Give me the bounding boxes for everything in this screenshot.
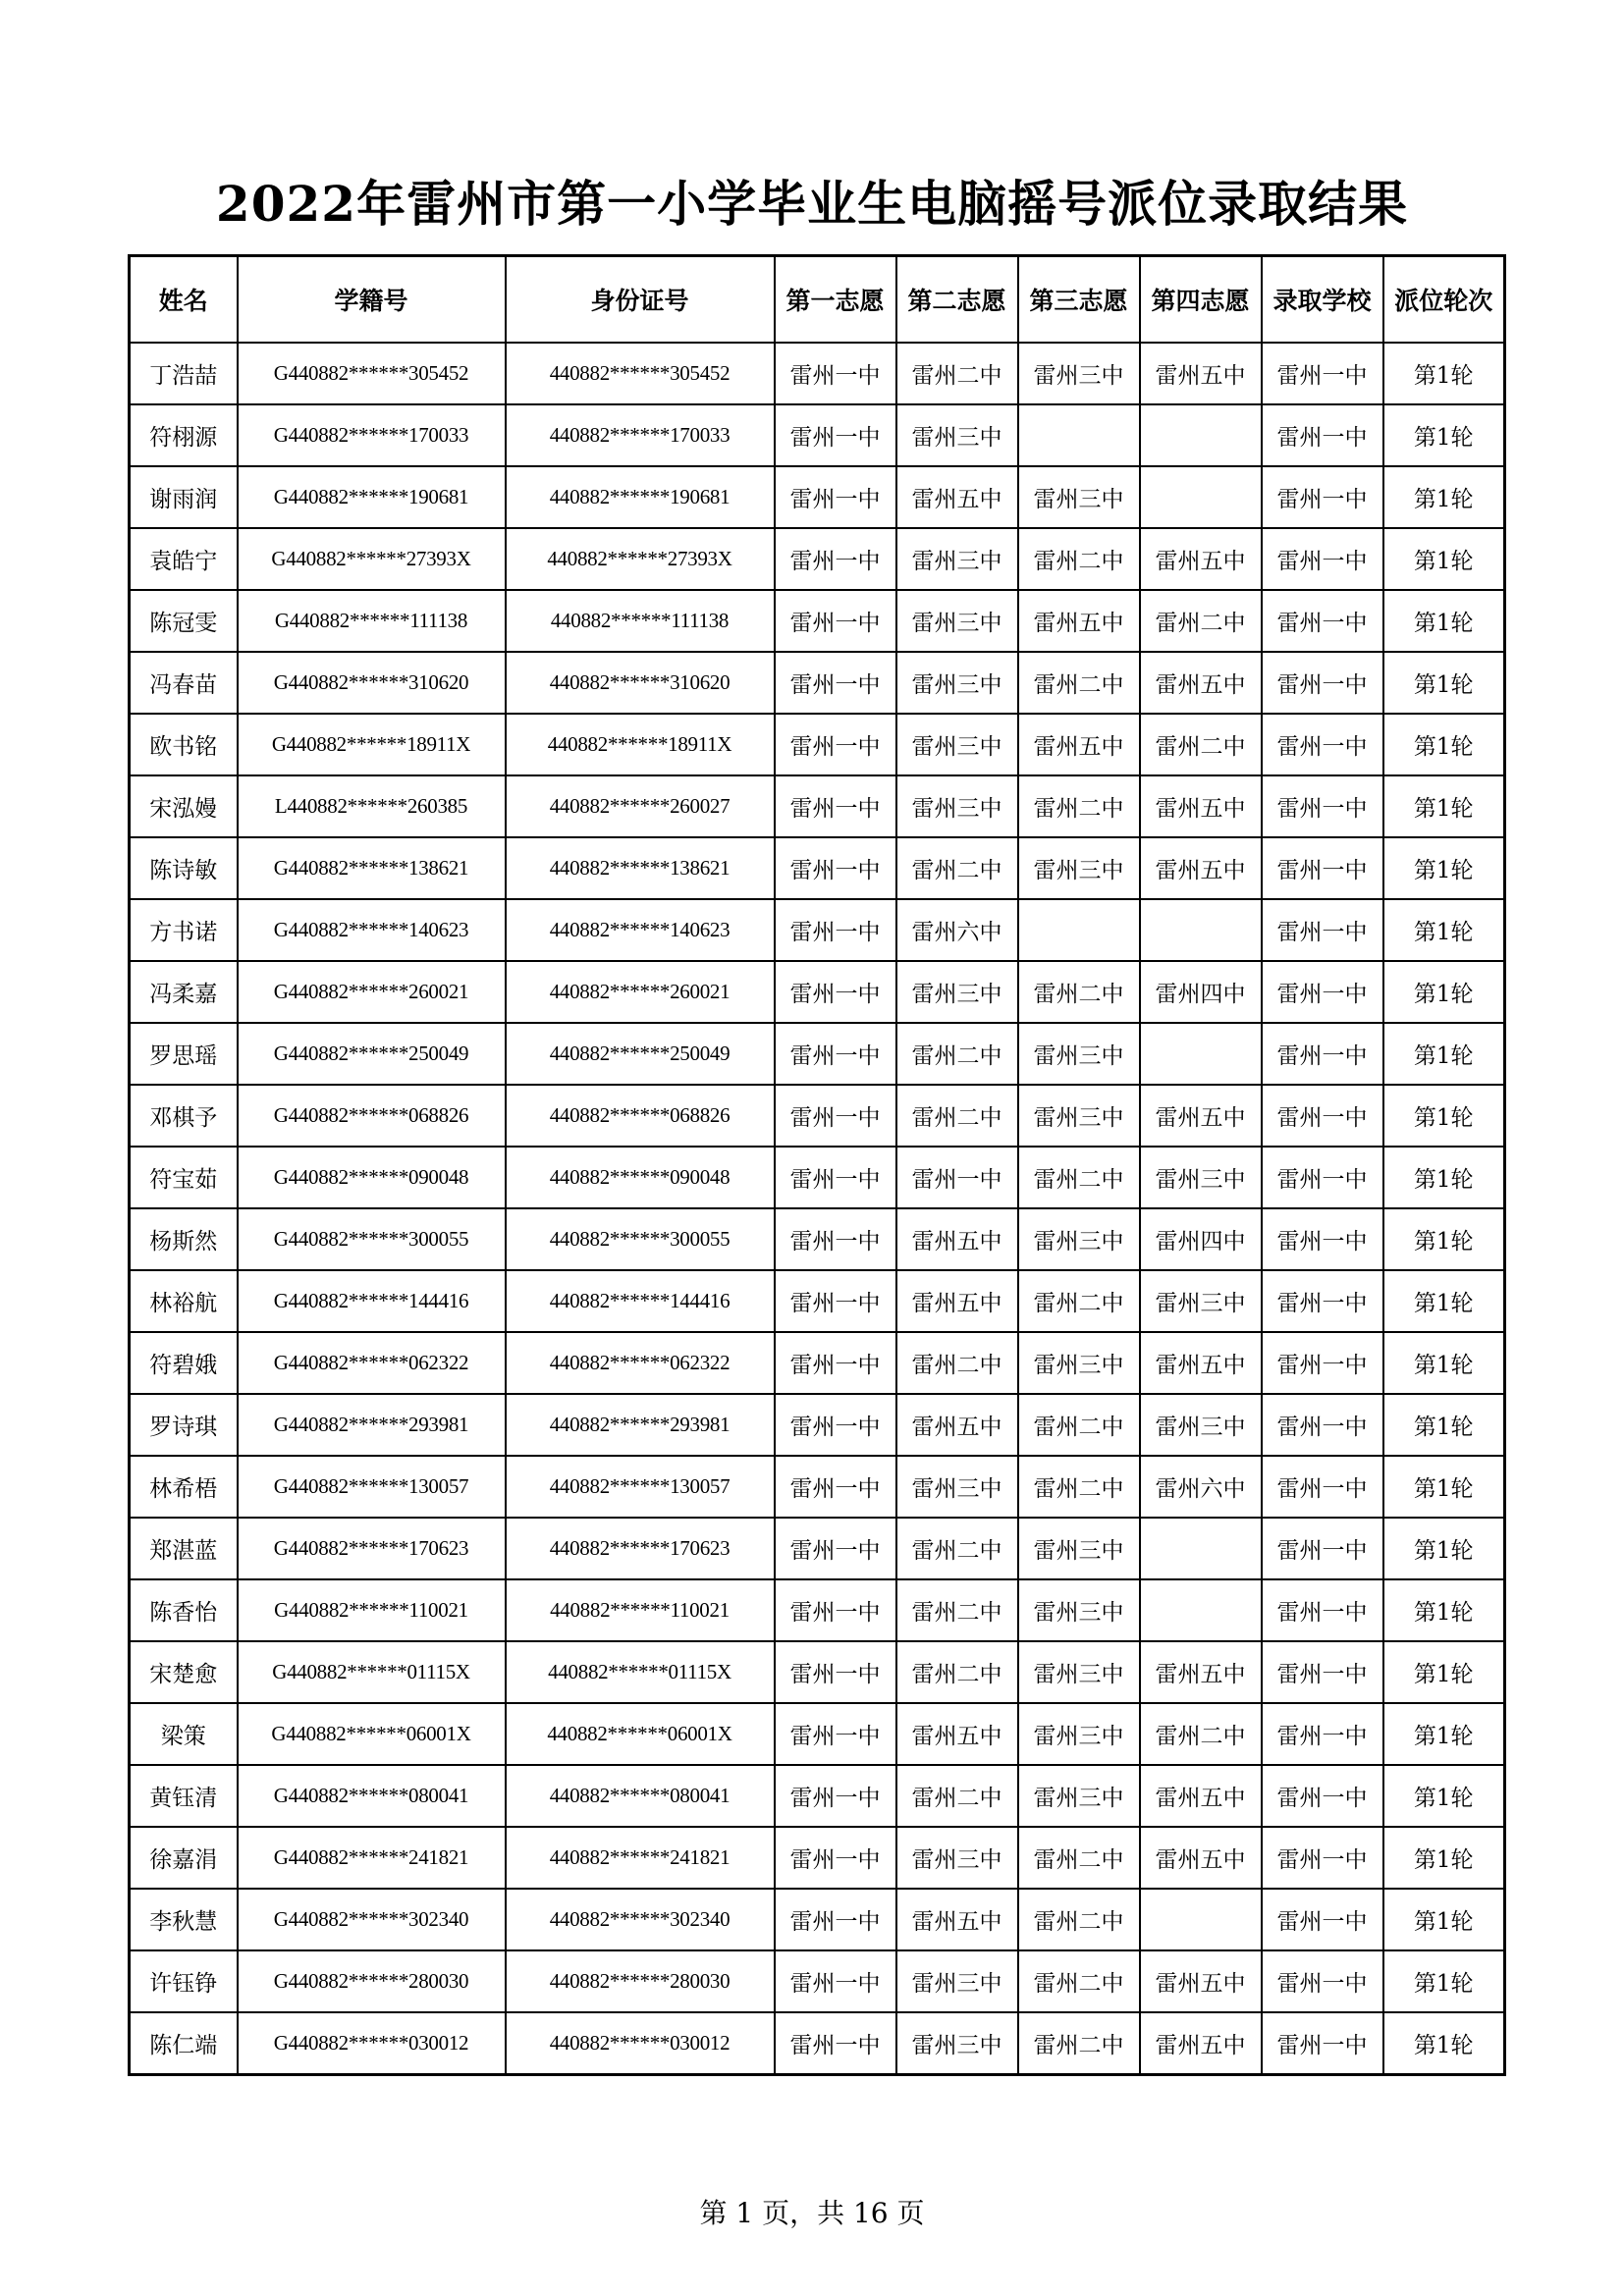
cell-id-card: 440882******280030 [506, 1950, 775, 2012]
table-row [130, 1023, 1505, 1085]
cell-choice-1: 雷州一中 [775, 1579, 896, 1641]
cell-student-id: G440882******068826 [238, 1085, 506, 1147]
cell-choice-4: 雷州五中 [1140, 1765, 1262, 1827]
cell-choice-2: 雷州三中 [896, 775, 1018, 837]
cell-choice-1: 雷州一中 [775, 1889, 896, 1950]
cell-choice-2: 雷州二中 [896, 1641, 1018, 1703]
cell-choice-4: 雷州五中 [1140, 775, 1262, 837]
cell-name: 许钰铮 [130, 1950, 238, 2012]
cell-choice-3: 雷州二中 [1018, 652, 1140, 714]
cell-choice-3: 雷州三中 [1018, 1703, 1140, 1765]
table-row [130, 775, 1505, 837]
cell-choice-4: 雷州五中 [1140, 1085, 1262, 1147]
cell-admitted-school: 雷州一中 [1262, 1518, 1383, 1579]
table-row [130, 2012, 1505, 2075]
cell-choice-3: 雷州三中 [1018, 1332, 1140, 1394]
cell-choice-2: 雷州二中 [896, 837, 1018, 899]
cell-name: 宋楚愈 [130, 1641, 238, 1703]
cell-admitted-school: 雷州一中 [1262, 1827, 1383, 1889]
cell-id-card: 440882******305452 [506, 343, 775, 404]
cell-id-card: 440882******138621 [506, 837, 775, 899]
cell-choice-2: 雷州三中 [896, 1950, 1018, 2012]
cell-round: 第1轮 [1383, 1703, 1505, 1765]
cell-choice-3: 雷州三中 [1018, 1641, 1140, 1703]
cell-id-card: 440882******111138 [506, 590, 775, 652]
column-header-name: 姓名 [130, 256, 238, 344]
cell-choice-3: 雷州二中 [1018, 1456, 1140, 1518]
cell-round: 第1轮 [1383, 590, 1505, 652]
column-header-admitted-school: 录取学校 [1262, 256, 1383, 344]
cell-choice-2: 雷州三中 [896, 590, 1018, 652]
cell-admitted-school: 雷州一中 [1262, 343, 1383, 404]
cell-choice-4: 雷州五中 [1140, 1950, 1262, 2012]
cell-admitted-school: 雷州一中 [1262, 1579, 1383, 1641]
cell-id-card: 440882******190681 [506, 466, 775, 528]
cell-choice-2: 雷州五中 [896, 466, 1018, 528]
cell-student-id: G440882******280030 [238, 1950, 506, 2012]
cell-choice-2: 雷州三中 [896, 2012, 1018, 2075]
cell-choice-1: 雷州一中 [775, 775, 896, 837]
cell-admitted-school: 雷州一中 [1262, 1332, 1383, 1394]
cell-choice-3: 雷州三中 [1018, 1518, 1140, 1579]
cell-choice-2: 雷州二中 [896, 1765, 1018, 1827]
cell-admitted-school: 雷州一中 [1262, 1208, 1383, 1270]
cell-choice-4: 雷州五中 [1140, 528, 1262, 590]
column-header-choice-2: 第二志愿 [896, 256, 1018, 344]
cell-choice-4: 雷州六中 [1140, 1456, 1262, 1518]
cell-student-id: L440882******260385 [238, 775, 506, 837]
cell-choice-1: 雷州一中 [775, 2012, 896, 2075]
cell-choice-4: 雷州二中 [1140, 590, 1262, 652]
cell-id-card: 440882******170623 [506, 1518, 775, 1579]
column-header-choice-3: 第三志愿 [1018, 256, 1140, 344]
cell-admitted-school: 雷州一中 [1262, 837, 1383, 899]
cell-round: 第1轮 [1383, 1950, 1505, 2012]
cell-choice-3: 雷州三中 [1018, 837, 1140, 899]
cell-name: 罗诗琪 [130, 1394, 238, 1456]
cell-choice-1: 雷州一中 [775, 1270, 896, 1332]
cell-choice-3: 雷州二中 [1018, 1270, 1140, 1332]
cell-admitted-school: 雷州一中 [1262, 1703, 1383, 1765]
cell-choice-2: 雷州三中 [896, 1456, 1018, 1518]
cell-student-id: G440882******305452 [238, 343, 506, 404]
cell-round: 第1轮 [1383, 1208, 1505, 1270]
cell-choice-2: 雷州三中 [896, 714, 1018, 775]
cell-choice-1: 雷州一中 [775, 714, 896, 775]
cell-student-id: G440882******140623 [238, 899, 506, 961]
column-header-student-id: 学籍号 [238, 256, 506, 344]
cell-admitted-school: 雷州一中 [1262, 961, 1383, 1023]
cell-name: 袁皓宁 [130, 528, 238, 590]
cell-admitted-school: 雷州一中 [1262, 466, 1383, 528]
cell-id-card: 440882******130057 [506, 1456, 775, 1518]
cell-name: 谢雨润 [130, 466, 238, 528]
cell-name: 罗思瑶 [130, 1023, 238, 1085]
cell-student-id: G440882******06001X [238, 1703, 506, 1765]
cell-choice-4: 雷州三中 [1140, 1394, 1262, 1456]
cell-admitted-school: 雷州一中 [1262, 1394, 1383, 1456]
cell-choice-2: 雷州二中 [896, 343, 1018, 404]
table-row [130, 590, 1505, 652]
cell-choice-1: 雷州一中 [775, 590, 896, 652]
cell-round: 第1轮 [1383, 775, 1505, 837]
cell-round: 第1轮 [1383, 1579, 1505, 1641]
cell-choice-4: 雷州五中 [1140, 343, 1262, 404]
table-row [130, 1147, 1505, 1208]
cell-choice-2: 雷州三中 [896, 652, 1018, 714]
cell-choice-3: 雷州三中 [1018, 1085, 1140, 1147]
cell-name: 林希梧 [130, 1456, 238, 1518]
cell-name: 宋泓嫚 [130, 775, 238, 837]
cell-choice-3: 雷州五中 [1018, 590, 1140, 652]
cell-round: 第1轮 [1383, 1023, 1505, 1085]
cell-choice-1: 雷州一中 [775, 528, 896, 590]
table-row [130, 1827, 1505, 1889]
cell-choice-1: 雷州一中 [775, 961, 896, 1023]
cell-name: 方书诺 [130, 899, 238, 961]
table-row [130, 1270, 1505, 1332]
cell-choice-1: 雷州一中 [775, 652, 896, 714]
cell-admitted-school: 雷州一中 [1262, 899, 1383, 961]
cell-round: 第1轮 [1383, 2012, 1505, 2075]
cell-choice-4: 雷州四中 [1140, 961, 1262, 1023]
cell-student-id: G440882******170623 [238, 1518, 506, 1579]
cell-name: 郑湛蓝 [130, 1518, 238, 1579]
cell-choice-3: 雷州二中 [1018, 1147, 1140, 1208]
cell-name: 黄钰清 [130, 1765, 238, 1827]
cell-name: 冯春苗 [130, 652, 238, 714]
cell-choice-4: 雷州四中 [1140, 1208, 1262, 1270]
cell-choice-3: 雷州三中 [1018, 1579, 1140, 1641]
cell-choice-2: 雷州六中 [896, 899, 1018, 961]
cell-name: 符碧娥 [130, 1332, 238, 1394]
column-header-choice-4: 第四志愿 [1140, 256, 1262, 344]
cell-student-id: G440882******302340 [238, 1889, 506, 1950]
cell-choice-3: 雷州三中 [1018, 1023, 1140, 1085]
cell-choice-1: 雷州一中 [775, 837, 896, 899]
cell-student-id: G440882******110021 [238, 1579, 506, 1641]
cell-choice-4: 雷州三中 [1140, 1147, 1262, 1208]
cell-name: 梁策 [130, 1703, 238, 1765]
cell-choice-4 [1140, 1889, 1262, 1950]
cell-choice-4: 雷州五中 [1140, 837, 1262, 899]
cell-admitted-school: 雷州一中 [1262, 1765, 1383, 1827]
cell-choice-2: 雷州一中 [896, 1147, 1018, 1208]
cell-choice-3: 雷州三中 [1018, 1208, 1140, 1270]
cell-choice-1: 雷州一中 [775, 1085, 896, 1147]
cell-student-id: G440882******190681 [238, 466, 506, 528]
cell-choice-1: 雷州一中 [775, 1147, 896, 1208]
cell-student-id: G440882******111138 [238, 590, 506, 652]
table-row [130, 1765, 1505, 1827]
cell-student-id: G440882******062322 [238, 1332, 506, 1394]
cell-choice-4: 雷州五中 [1140, 2012, 1262, 2075]
table-header-row [130, 256, 1505, 344]
cell-student-id: G440882******170033 [238, 404, 506, 466]
cell-choice-4 [1140, 1023, 1262, 1085]
cell-round: 第1轮 [1383, 899, 1505, 961]
cell-round: 第1轮 [1383, 1765, 1505, 1827]
cell-choice-4: 雷州五中 [1140, 1332, 1262, 1394]
cell-id-card: 440882******18911X [506, 714, 775, 775]
cell-choice-4: 雷州二中 [1140, 714, 1262, 775]
cell-name: 陈香怡 [130, 1579, 238, 1641]
cell-round: 第1轮 [1383, 1889, 1505, 1950]
cell-round: 第1轮 [1383, 466, 1505, 528]
cell-choice-2: 雷州三中 [896, 528, 1018, 590]
cell-choice-4: 雷州五中 [1140, 652, 1262, 714]
cell-round: 第1轮 [1383, 1270, 1505, 1332]
cell-choice-3: 雷州五中 [1018, 714, 1140, 775]
cell-id-card: 440882******250049 [506, 1023, 775, 1085]
cell-choice-2: 雷州二中 [896, 1023, 1018, 1085]
cell-choice-3: 雷州二中 [1018, 528, 1140, 590]
cell-admitted-school: 雷州一中 [1262, 528, 1383, 590]
column-header-round: 派位轮次 [1383, 256, 1505, 344]
cell-choice-4 [1140, 1579, 1262, 1641]
table-row [130, 1085, 1505, 1147]
cell-round: 第1轮 [1383, 343, 1505, 404]
cell-choice-2: 雷州二中 [896, 1085, 1018, 1147]
cell-choice-3: 雷州三中 [1018, 1765, 1140, 1827]
cell-student-id: G440882******250049 [238, 1023, 506, 1085]
cell-choice-3: 雷州二中 [1018, 1950, 1140, 2012]
cell-id-card: 440882******170033 [506, 404, 775, 466]
cell-admitted-school: 雷州一中 [1262, 2012, 1383, 2075]
table-row [130, 1518, 1505, 1579]
cell-name: 冯柔嘉 [130, 961, 238, 1023]
cell-round: 第1轮 [1383, 1456, 1505, 1518]
cell-choice-2: 雷州五中 [896, 1703, 1018, 1765]
cell-choice-3: 雷州三中 [1018, 343, 1140, 404]
cell-choice-4 [1140, 1518, 1262, 1579]
cell-id-card: 440882******241821 [506, 1827, 775, 1889]
table-row [130, 466, 1505, 528]
cell-choice-2: 雷州三中 [896, 961, 1018, 1023]
table-row [130, 1641, 1505, 1703]
cell-admitted-school: 雷州一中 [1262, 404, 1383, 466]
cell-choice-1: 雷州一中 [775, 1950, 896, 2012]
cell-round: 第1轮 [1383, 1085, 1505, 1147]
cell-name: 李秋慧 [130, 1889, 238, 1950]
document-title: 2022年雷州市第一小学毕业生电脑摇号派位录取结果 [215, 175, 1409, 233]
cell-round: 第1轮 [1383, 1518, 1505, 1579]
cell-name: 杨斯然 [130, 1208, 238, 1270]
cell-round: 第1轮 [1383, 1394, 1505, 1456]
cell-choice-1: 雷州一中 [775, 1394, 896, 1456]
table-row [130, 837, 1505, 899]
cell-student-id: G440882******27393X [238, 528, 506, 590]
cell-student-id: G440882******144416 [238, 1270, 506, 1332]
table-row [130, 1889, 1505, 1950]
cell-id-card: 440882******140623 [506, 899, 775, 961]
cell-student-id: G440882******18911X [238, 714, 506, 775]
cell-choice-2: 雷州五中 [896, 1394, 1018, 1456]
table-row [130, 528, 1505, 590]
cell-id-card: 440882******300055 [506, 1208, 775, 1270]
cell-student-id: G440882******030012 [238, 2012, 506, 2075]
cell-admitted-school: 雷州一中 [1262, 775, 1383, 837]
cell-choice-1: 雷州一中 [775, 1765, 896, 1827]
cell-round: 第1轮 [1383, 714, 1505, 775]
cell-round: 第1轮 [1383, 528, 1505, 590]
cell-student-id: G440882******01115X [238, 1641, 506, 1703]
cell-admitted-school: 雷州一中 [1262, 1085, 1383, 1147]
cell-student-id: G440882******293981 [238, 1394, 506, 1456]
cell-choice-3: 雷州二中 [1018, 1889, 1140, 1950]
cell-student-id: G440882******241821 [238, 1827, 506, 1889]
cell-id-card: 440882******030012 [506, 2012, 775, 2075]
table-row [130, 343, 1505, 404]
cell-id-card: 440882******293981 [506, 1394, 775, 1456]
cell-id-card: 440882******080041 [506, 1765, 775, 1827]
cell-choice-2: 雷州五中 [896, 1889, 1018, 1950]
cell-name: 邓棋予 [130, 1085, 238, 1147]
cell-student-id: G440882******310620 [238, 652, 506, 714]
cell-id-card: 440882******260021 [506, 961, 775, 1023]
cell-choice-2: 雷州二中 [896, 1518, 1018, 1579]
cell-name: 陈冠雯 [130, 590, 238, 652]
cell-admitted-school: 雷州一中 [1262, 1270, 1383, 1332]
cell-choice-2: 雷州三中 [896, 404, 1018, 466]
cell-id-card: 440882******302340 [506, 1889, 775, 1950]
cell-choice-3: 雷州二中 [1018, 961, 1140, 1023]
cell-choice-1: 雷州一中 [775, 466, 896, 528]
cell-admitted-school: 雷州一中 [1262, 1456, 1383, 1518]
cell-choice-4 [1140, 466, 1262, 528]
cell-choice-1: 雷州一中 [775, 1641, 896, 1703]
cell-id-card: 440882******068826 [506, 1085, 775, 1147]
cell-round: 第1轮 [1383, 961, 1505, 1023]
cell-name: 丁浩喆 [130, 343, 238, 404]
table-row [130, 1208, 1505, 1270]
cell-round: 第1轮 [1383, 652, 1505, 714]
cell-choice-1: 雷州一中 [775, 1456, 896, 1518]
cell-student-id: G440882******260021 [238, 961, 506, 1023]
cell-admitted-school: 雷州一中 [1262, 590, 1383, 652]
cell-choice-3: 雷州二中 [1018, 2012, 1140, 2075]
table-row [130, 1950, 1505, 2012]
cell-choice-1: 雷州一中 [775, 343, 896, 404]
cell-student-id: G440882******090048 [238, 1147, 506, 1208]
table-row [130, 1394, 1505, 1456]
cell-choice-3: 雷州三中 [1018, 466, 1140, 528]
table-row [130, 714, 1505, 775]
admission-results-table [128, 254, 1506, 2076]
cell-round: 第1轮 [1383, 1641, 1505, 1703]
cell-choice-1: 雷州一中 [775, 1827, 896, 1889]
cell-id-card: 440882******062322 [506, 1332, 775, 1394]
cell-choice-4: 雷州二中 [1140, 1703, 1262, 1765]
cell-student-id: G440882******300055 [238, 1208, 506, 1270]
cell-round: 第1轮 [1383, 1147, 1505, 1208]
cell-id-card: 440882******260027 [506, 775, 775, 837]
cell-choice-1: 雷州一中 [775, 1023, 896, 1085]
cell-student-id: G440882******080041 [238, 1765, 506, 1827]
cell-id-card: 440882******110021 [506, 1579, 775, 1641]
table-row [130, 1579, 1505, 1641]
table-row [130, 404, 1505, 466]
cell-round: 第1轮 [1383, 1332, 1505, 1394]
cell-choice-2: 雷州二中 [896, 1332, 1018, 1394]
table-body [130, 343, 1505, 2075]
column-header-choice-1: 第一志愿 [775, 256, 896, 344]
cell-choice-4 [1140, 404, 1262, 466]
cell-name: 林裕航 [130, 1270, 238, 1332]
cell-admitted-school: 雷州一中 [1262, 1147, 1383, 1208]
cell-choice-3 [1018, 404, 1140, 466]
cell-choice-1: 雷州一中 [775, 1332, 896, 1394]
cell-choice-4: 雷州三中 [1140, 1270, 1262, 1332]
cell-choice-4 [1140, 899, 1262, 961]
cell-choice-1: 雷州一中 [775, 1703, 896, 1765]
cell-choice-1: 雷州一中 [775, 899, 896, 961]
column-header-id-card: 身份证号 [506, 256, 775, 344]
cell-round: 第1轮 [1383, 404, 1505, 466]
cell-admitted-school: 雷州一中 [1262, 1950, 1383, 2012]
table-row [130, 1456, 1505, 1518]
cell-id-card: 440882******27393X [506, 528, 775, 590]
cell-choice-2: 雷州五中 [896, 1270, 1018, 1332]
cell-name: 陈仁端 [130, 2012, 238, 2075]
cell-choice-4: 雷州五中 [1140, 1827, 1262, 1889]
cell-student-id: G440882******130057 [238, 1456, 506, 1518]
table-row [130, 652, 1505, 714]
cell-name: 徐嘉涓 [130, 1827, 238, 1889]
table-row [130, 1332, 1505, 1394]
cell-admitted-school: 雷州一中 [1262, 1023, 1383, 1085]
cell-admitted-school: 雷州一中 [1262, 652, 1383, 714]
cell-choice-4: 雷州五中 [1140, 1641, 1262, 1703]
cell-id-card: 440882******310620 [506, 652, 775, 714]
cell-id-card: 440882******144416 [506, 1270, 775, 1332]
cell-id-card: 440882******01115X [506, 1641, 775, 1703]
table-row [130, 1703, 1505, 1765]
cell-student-id: G440882******138621 [238, 837, 506, 899]
cell-choice-2: 雷州三中 [896, 1827, 1018, 1889]
cell-choice-3 [1018, 899, 1140, 961]
cell-choice-2: 雷州二中 [896, 1579, 1018, 1641]
cell-name: 符栩源 [130, 404, 238, 466]
cell-choice-3: 雷州二中 [1018, 1827, 1140, 1889]
cell-admitted-school: 雷州一中 [1262, 1889, 1383, 1950]
cell-admitted-school: 雷州一中 [1262, 714, 1383, 775]
cell-name: 欧书铭 [130, 714, 238, 775]
page-number-footer: 第 1 页，共 16 页 [699, 2197, 925, 2229]
table-row [130, 899, 1505, 961]
cell-round: 第1轮 [1383, 1827, 1505, 1889]
cell-id-card: 440882******06001X [506, 1703, 775, 1765]
cell-name: 符宝茹 [130, 1147, 238, 1208]
cell-choice-3: 雷州二中 [1018, 775, 1140, 837]
cell-choice-1: 雷州一中 [775, 1208, 896, 1270]
cell-name: 陈诗敏 [130, 837, 238, 899]
cell-choice-2: 雷州五中 [896, 1208, 1018, 1270]
cell-round: 第1轮 [1383, 837, 1505, 899]
cell-admitted-school: 雷州一中 [1262, 1641, 1383, 1703]
cell-id-card: 440882******090048 [506, 1147, 775, 1208]
cell-choice-1: 雷州一中 [775, 404, 896, 466]
cell-choice-1: 雷州一中 [775, 1518, 896, 1579]
table-row [130, 961, 1505, 1023]
cell-choice-3: 雷州二中 [1018, 1394, 1140, 1456]
